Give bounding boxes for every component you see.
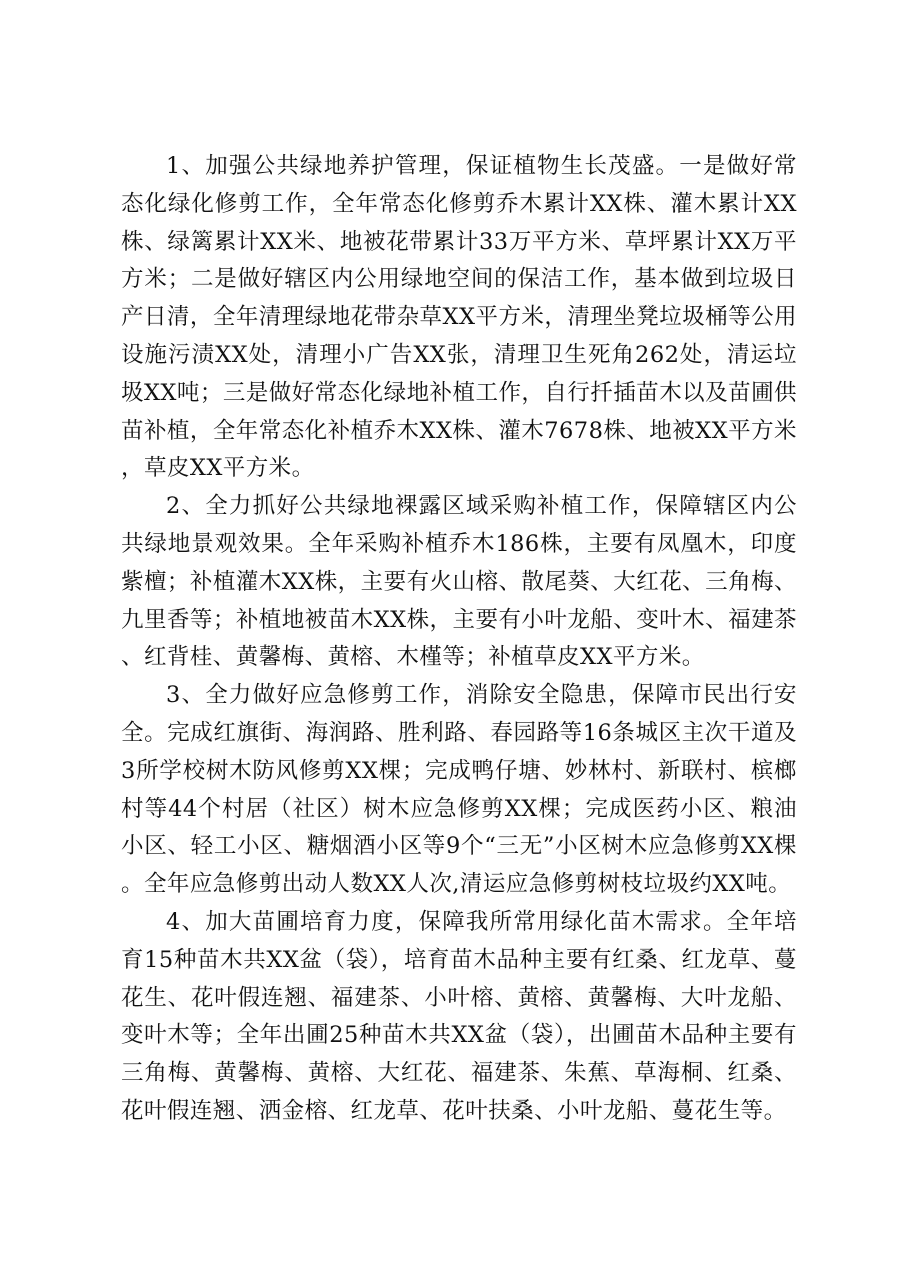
paragraph-4: 4、加大苗圃培育力度，保障我所常用绿化苗木需求。全年培育15种苗木共XX盆（袋），培育苗木品种主要有红桑、红龙草、蔓花生、花叶假连翘、福建茶、小叶榕、黄榕、黄馨梅、大叶龙船、变叶木等；全年出圃25种苗木共XX盆（袋），出圃苗木品种主要有三角梅、黄馨梅、黄榕、大红花、福建茶、朱蕉、草海桐、红桑、花叶假连翘、洒金榕、红龙草、花叶扶桑、小叶龙船、蔓花生等。 — [121, 908, 797, 1124]
paragraph-3: 3、全力做好应急修剪工作，消除安全隐患，保障市民出行安全。完成红旗街、海润路、胜利路、春园路等16条城区主次干道及3所学校树木防风修剪XX棵；完成鸭仔塘、妙林村、新联村、槟榔村等44个村居（社区）树木应急修剪XX棵；完成医药小区、粮油小区、轻工小区、糖烟酒小区等9个“三无”小区树木应急修剪XX棵。全年应急修剪出动人数XX人次,清运应急修剪树枝垃圾约XX吨。 — [121, 682, 797, 898]
paragraph-2: 2、全力抓好公共绿地裸露区域采购补植工作，保障辖区内公共绿地景观效果。全年采购补植乔木186株，主要有凤凰木，印度紫檀；补植灌木XX株，主要有火山榕、散尾葵、大红花、三角梅、九里香等；补植地被苗木XX株，主要有小叶龙船、变叶木、福建茶、红背桂、黄馨梅、黄榕、木槿等；补植草皮XX平方米。 — [121, 493, 797, 671]
paragraph-1: 1、加强公共绿地养护管理，保证植物生长茂盛。一是做好常态化绿化修剪工作，全年常态化修剪乔木累计XX株、灌木累计XX株、绿篱累计XX米、地被花带累计33万平方米、草坪累计XX万平方米；二是做好辖区内公用绿地空间的保洁工作，基本做到垃圾日产日清，全年清理绿地花带杂草XX平方米，清理坐凳垃圾桶等公用设施污渍XX处，清理小广告XX张，清理卫生死角262处，清运垃圾XX吨；三是做好常态化绿地补植工作，自行扦插苗木以及苗圃供苗补植，全年常态化补植乔木XX株、灌木7678株、地被XX平方米，草皮XX平方米。 — [121, 153, 797, 482]
document-body — [121, 148, 797, 1131]
